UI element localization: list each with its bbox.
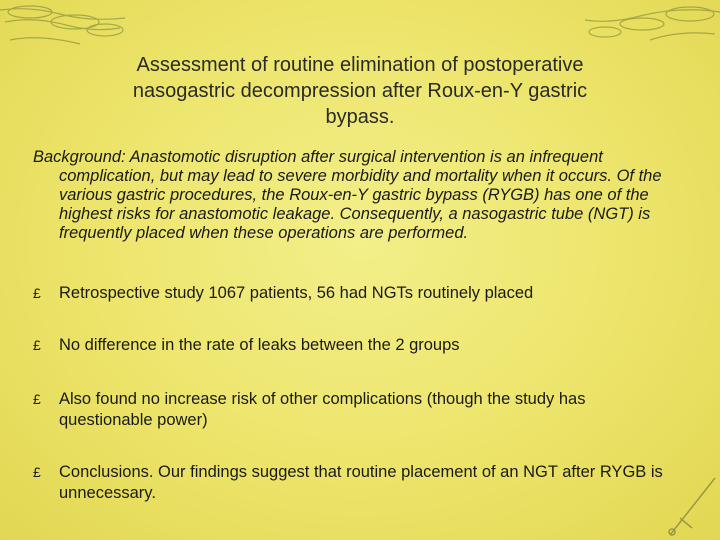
bullet-item: [33, 462, 673, 504]
pine-branch-top-right-icon: [580, 0, 720, 60]
bullet-marker-icon: £: [33, 464, 41, 480]
bullet-text: No difference in the rate of leaks between the 2 groups: [59, 336, 460, 354]
pine-branch-top-left-icon: [0, 0, 130, 60]
bullet-text: Also found no increase risk of other complications (though the study has questionable power): [59, 390, 586, 429]
bullet-item: [33, 283, 673, 304]
bullet-marker-icon: £: [33, 337, 41, 353]
bullet-item: [33, 335, 673, 356]
bullet-text: Conclusions. Our findings suggest that routine placement of an NGT after RYGB is unnecessary.: [59, 463, 663, 502]
bullet-item: [33, 389, 673, 431]
title-line: Assessment of routine elimination of postoperative: [136, 54, 584, 76]
slide-title: [70, 52, 650, 130]
bullet-marker-icon: £: [33, 391, 41, 407]
title-line: nasogastric decompression after Roux-en-Y gastric: [132, 80, 588, 102]
background-paragraph: Background: Anastomotic disruption after surgical intervention is an infrequent complication, but may lead to severe morbidity and mortality when it occurs. Of the various gastric procedures, the Roux-en-Y gastric bypass (RYGB) has one of the highest risks for anastomotic leakage. Consequently, a nasogastric tube (NGT) is frequently placed when these operations are performed.: [33, 148, 662, 242]
bullet-text: Retrospective study 1067 patients, 56 had NGTs routinely placed: [59, 284, 534, 302]
title-line: bypass.: [325, 106, 395, 128]
bullet-marker-icon: £: [33, 285, 41, 301]
